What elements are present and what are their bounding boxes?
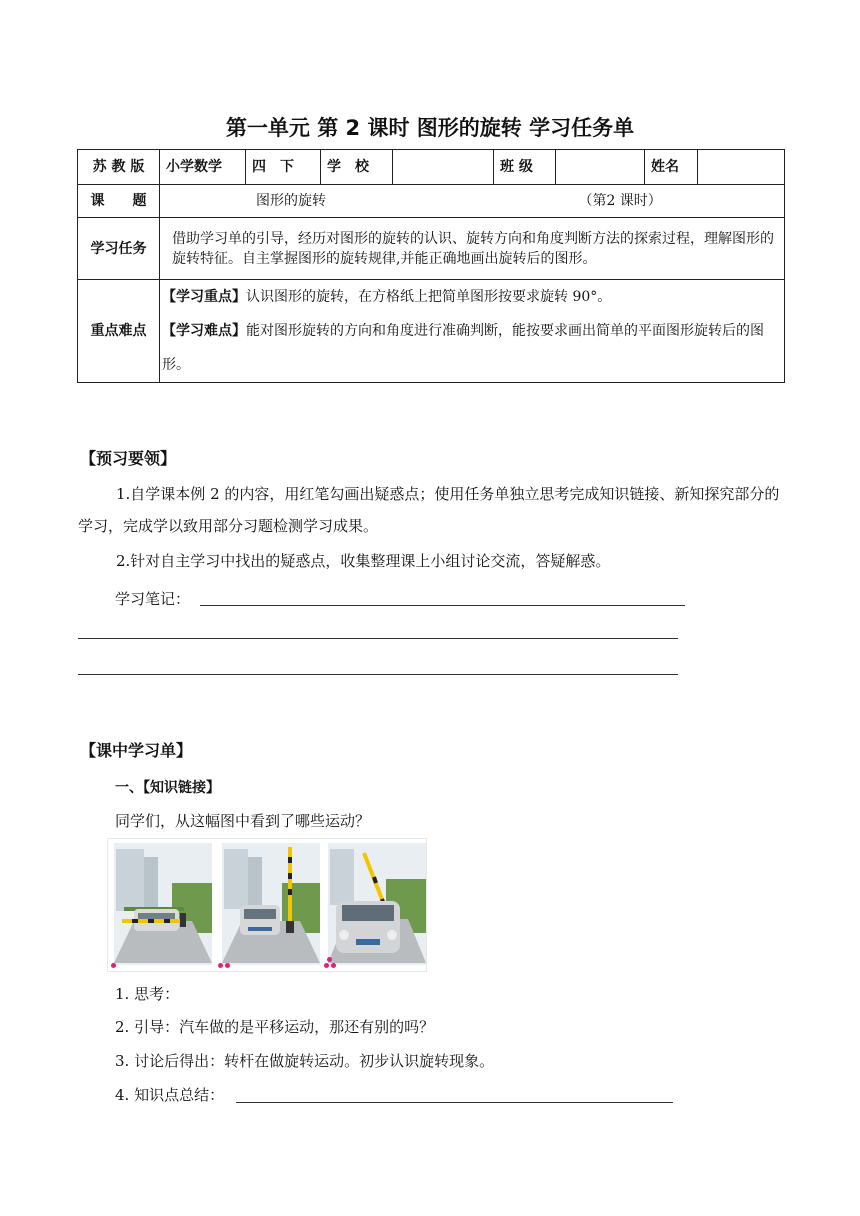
difficulty (162, 314, 778, 382)
key-point (162, 280, 778, 314)
difficulty-text: 能对图形旋转的方向和角度进行准确判断，能按要求画出简单的平面图形旋转后的图形。 (162, 323, 764, 373)
notes-label: 学习笔记： (115, 590, 191, 608)
name-field[interactable] (698, 150, 785, 185)
step-3: 3. 讨论后得出：转杆在做旋转运动。初步认识旋转现象。 (115, 1052, 495, 1070)
marker-dot-2a (218, 963, 223, 968)
in-class-heading: 【课中学习单】 (80, 741, 193, 760)
task-text: 借助学习单的引导，经历对图形的旋转的认识、旋转方向和角度判断方法的探索过程，理解图形的旋转特征。自主掌握图形的旋转规律,并能正确地画出旋转后的图形。 (160, 218, 785, 280)
marker-dot-2b (225, 963, 230, 968)
task-label: 学习任务 (78, 218, 160, 280)
info-table (77, 149, 785, 383)
photo-barrier-open (328, 843, 426, 965)
preview-heading: 【预习要领】 (80, 449, 177, 468)
notes-line-3[interactable] (78, 674, 678, 675)
step-2: 2. 引导：汽车做的是平移运动，那还有别的吗？ (115, 1018, 435, 1036)
step-4: 4. 知识点总结： (115, 1086, 225, 1104)
photo-barrier-closed (114, 843, 212, 965)
marker-dot-3a (324, 963, 329, 968)
marker-dot-3b (331, 963, 336, 968)
key-point-tag: 【学习重点】 (162, 289, 246, 305)
step-1: 1. 思考： (115, 985, 180, 1003)
grade-cell: 四 下 (246, 150, 321, 185)
subject-cell: 小学数学 (160, 150, 246, 185)
knowledge-link-heading: 一、【知识链接】 (115, 780, 220, 796)
difficulty-tag: 【学习难点】 (162, 323, 246, 339)
notes-line-1[interactable] (200, 605, 685, 606)
publisher-cell: 苏 教 版 (78, 150, 160, 185)
class-field[interactable] (556, 150, 645, 185)
preview-item-1: 1.自学课本例 2 的内容，用红笔勾画出疑惑点；使用任务单独立思考完成知识链接、新知探究部分的学习，完成学以致用部分习题检测学习成果。 (78, 485, 780, 535)
photo-barrier-rising (222, 843, 320, 965)
topic-value: 图形的旋转 (256, 193, 326, 209)
school-label: 学 校 (321, 150, 393, 185)
topic-row (160, 185, 785, 218)
name-label: 姓名 (645, 150, 698, 185)
page-title: 第一单元 第 2 课时 图形的旋转 学习任务单 (225, 116, 635, 140)
key-point-text: 认识图形的旋转，在方格纸上把简单图形按要求旋转 90°。 (246, 289, 612, 305)
summary-line[interactable] (236, 1102, 673, 1103)
marker-dot-1 (111, 963, 116, 968)
class-label: 班 级 (494, 150, 556, 185)
school-field[interactable] (393, 150, 494, 185)
preview-item-2: 2.针对自主学习中找出的疑惑点，收集整理课上小组讨论交流，答疑解惑。 (116, 552, 611, 570)
focus-label: 重点难点 (78, 280, 160, 383)
parking-barrier-photos (107, 838, 427, 972)
focus-cell (160, 280, 785, 383)
notes-line-2[interactable] (78, 638, 678, 639)
topic-label: 课 题 (78, 185, 160, 218)
lesson-number: （第2 课时） (578, 193, 662, 209)
marker-dot-3c (327, 957, 332, 962)
question-text: 同学们，从这幅图中看到了哪些运动？ (115, 812, 371, 830)
